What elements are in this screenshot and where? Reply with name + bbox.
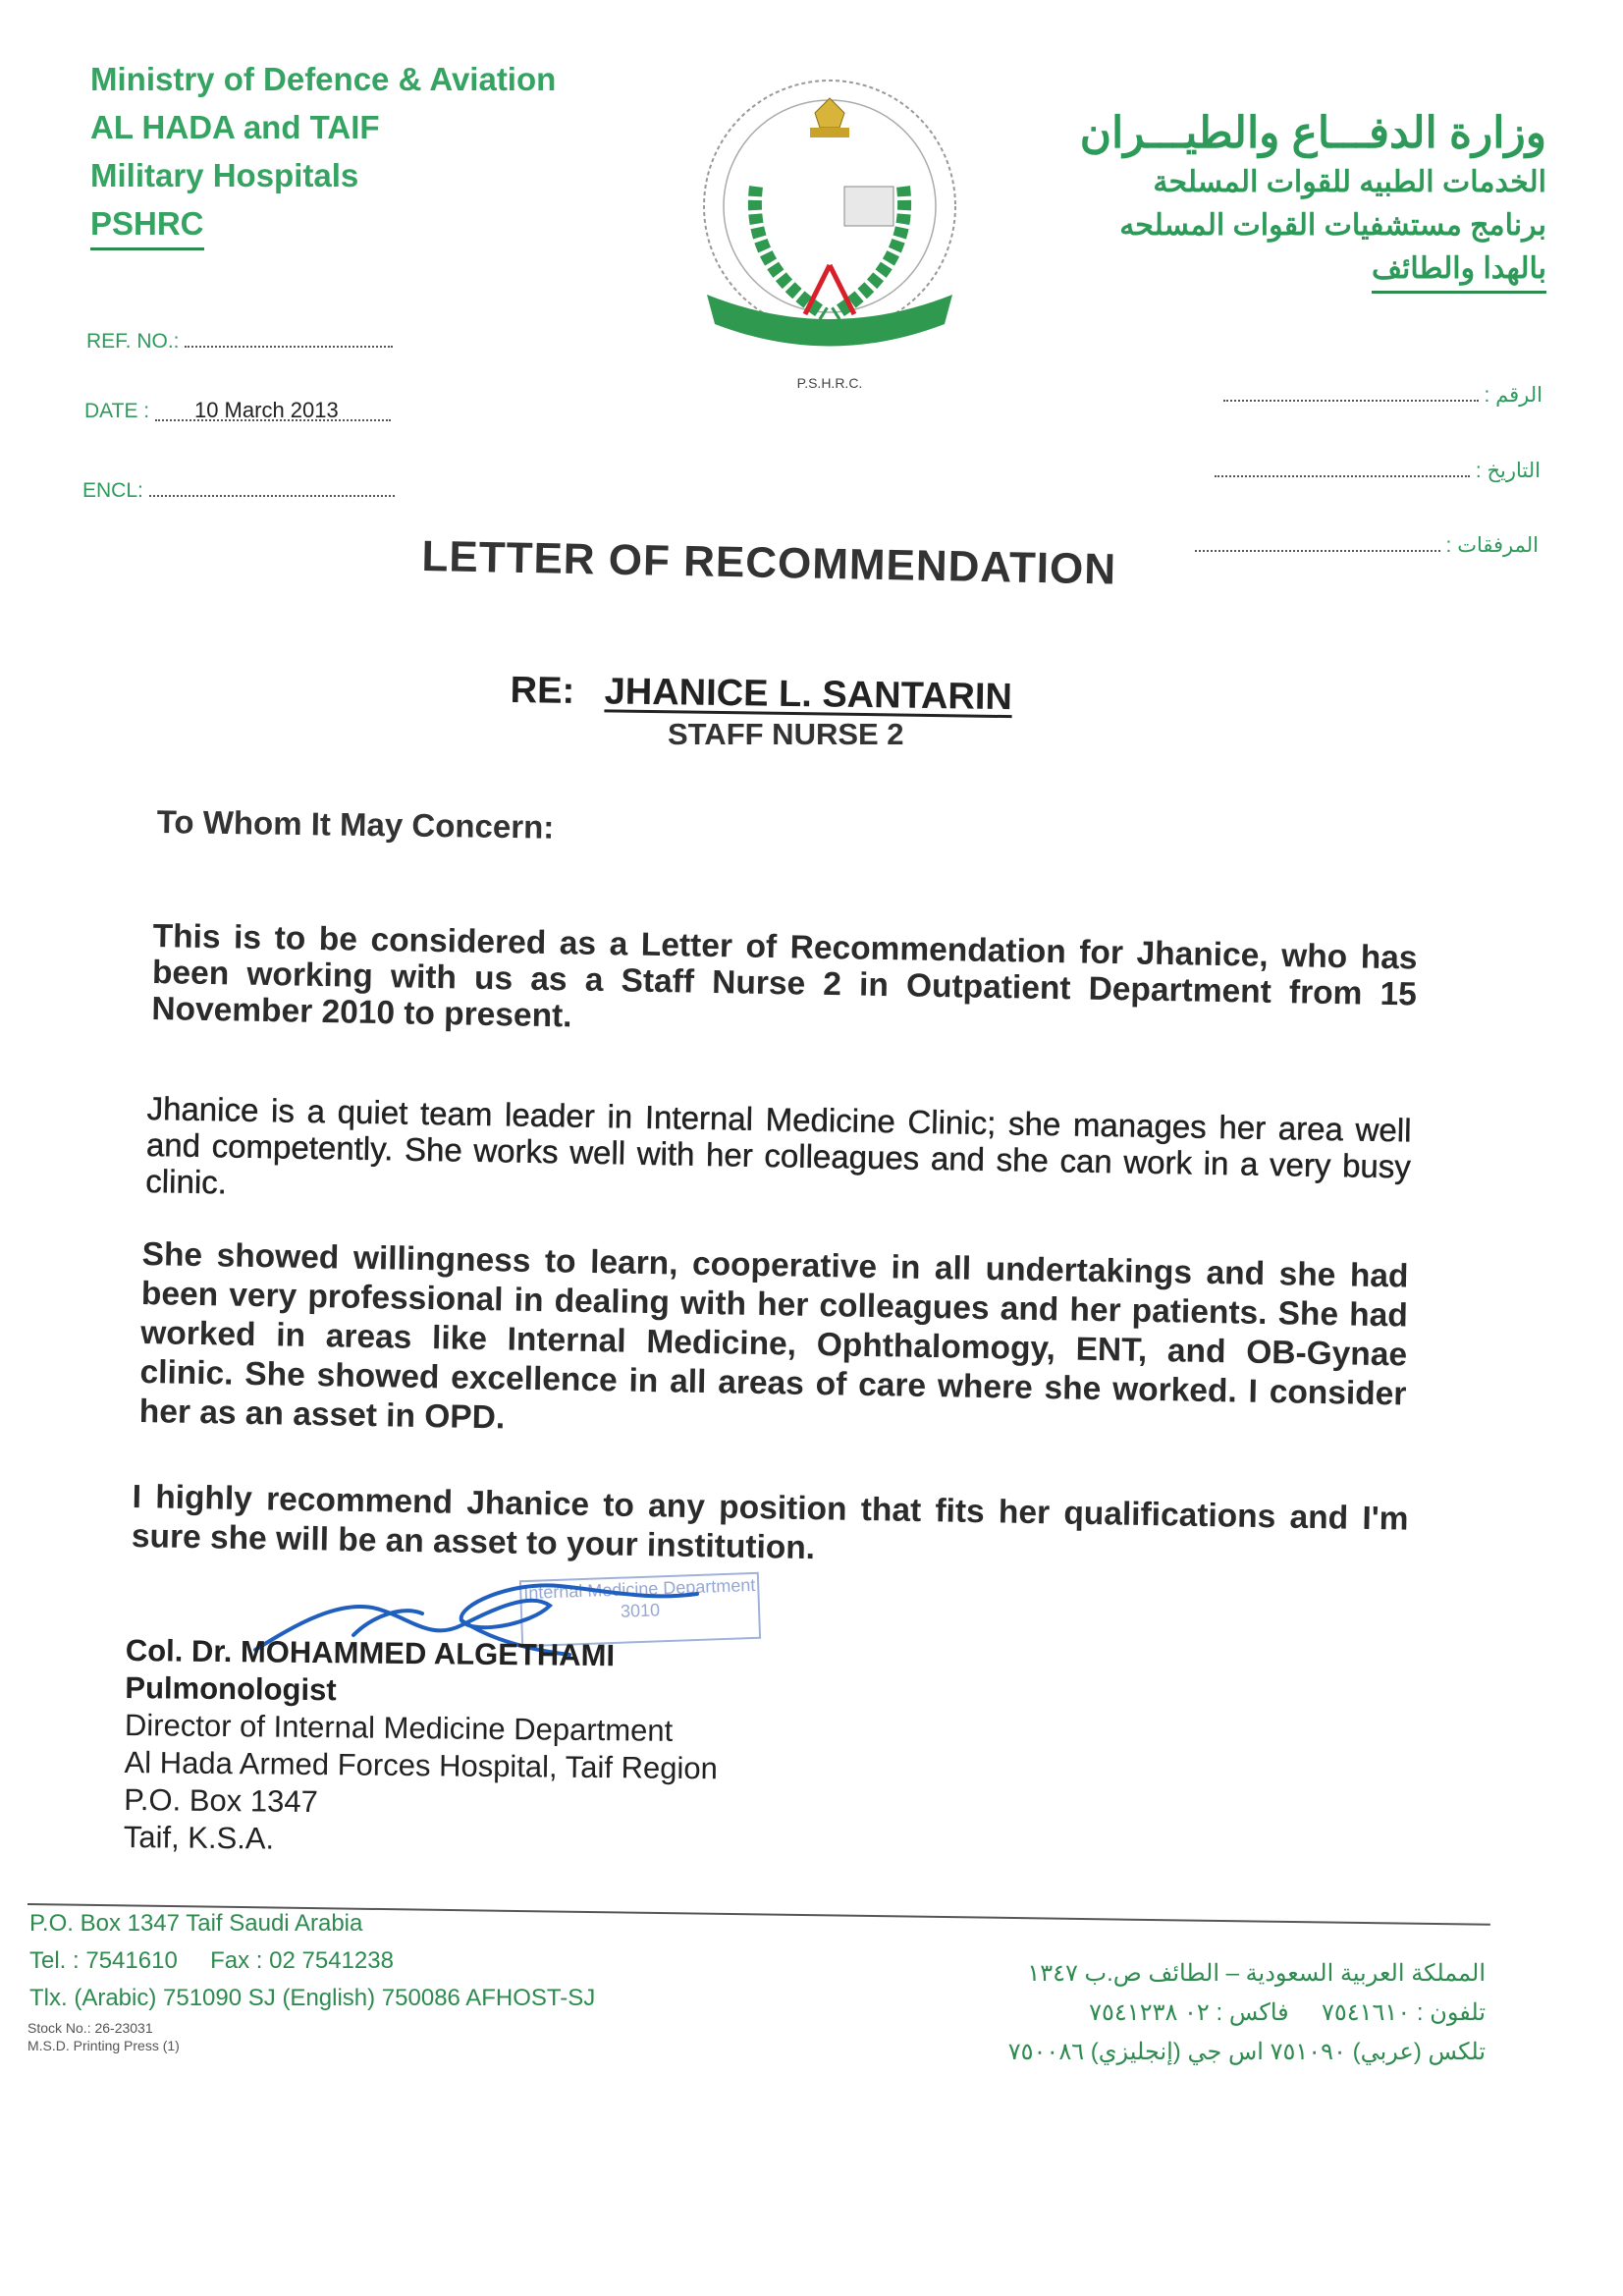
footer-english	[29, 1905, 595, 2017]
stamp-department: Internal Medicine Department	[522, 1574, 756, 1604]
signatory-name: Col. Dr. MOHAMMED ALGETHAMI	[125, 1633, 616, 1673]
date-value: 10 March 2013	[193, 398, 339, 422]
arabic-program-name: برنامج مستشفيات القوات المسلحه	[1119, 209, 1546, 242]
ref-no-field	[86, 324, 393, 354]
footer-print-info	[27, 2019, 180, 2054]
footer-stock-no: Stock No.: 26-23031	[27, 2020, 153, 2036]
signatory-hospital: Al Hada Armed Forces Hospital, Taif Region	[124, 1744, 718, 1786]
arabic-encl-field	[1195, 528, 1539, 558]
arabic-location: بالهدا والطائف	[1372, 247, 1546, 294]
letter-title: LETTER OF RECOMMENDATION	[421, 532, 1117, 594]
encl-field	[82, 473, 395, 503]
hospital-type: Military Hospitals	[90, 157, 359, 193]
footer-arabic-tel-fax: تلفون : ٧٥٤١٦١٠ فاكس : ٠٢ ٧٥٤١٢٣٨	[1089, 1999, 1486, 2026]
ministry-name: Ministry of Defence & Aviation	[90, 61, 557, 97]
footer-arabic-telex: تلكس (عربي) ٧٥١٠٩٠ اس جي (إنجليزي) ٧٥٠٠٨٦	[1007, 2039, 1486, 2065]
pshrc-emblem	[687, 69, 972, 403]
program-abbrev: PSHRC	[90, 199, 204, 250]
ref-no-label: REF. NO.:	[86, 330, 180, 353]
footer-tel-fax: Tel. : 7541610 Fax : 02 7541238	[29, 1947, 394, 1974]
paragraph-4: I highly recommend Jhanice to any position that fits her qualifications and I'm sure she will be an asset to your institution.	[131, 1478, 1409, 1567]
encl-label: ENCL:	[82, 479, 143, 502]
signatory-city: Taif, K.S.A.	[123, 1819, 275, 1856]
date-label: DATE :	[84, 400, 150, 422]
arabic-ministry-name: وزارة الدفـــاع والطيـــران	[1079, 109, 1546, 157]
re-label: RE:	[510, 670, 575, 712]
footer-telex: Tlx. (Arabic) 751090 SJ (English) 750086 AFHOST-SJ	[29, 1985, 596, 2011]
hospital-name: AL HADA and TAIF	[90, 109, 380, 145]
arabic-date-field	[1215, 454, 1541, 483]
stamp-number: 3010	[620, 1600, 661, 1621]
re-name: JHANICE L. SANTARIN	[604, 671, 1013, 719]
paragraph-2: Jhanice is a quiet team leader in Internal Medicine Clinic; she manages her area well and competently. She works well with her colleagues and she can work in a very busy clinic.	[145, 1090, 1412, 1201]
header-arabic	[1080, 106, 1546, 294]
date-field	[84, 398, 391, 423]
header-english	[90, 55, 556, 250]
signatory-specialty: Pulmonologist	[125, 1669, 337, 1708]
arabic-ref-field	[1223, 378, 1542, 408]
footer-printing-press: M.S.D. Printing Press (1)	[27, 2038, 180, 2053]
footer-arabic	[1008, 1954, 1486, 2072]
paragraph-3: She showed willingness to learn, cooperative in all undertakings and she had been very professional in dealing with her colleagues and her patients. She had worked in areas like Internal Medicine, Ophthalomogy, ENT, and OB-Gynae clinic. She showed excellence in all areas of care where she worked. I consider her as an asset in OPD.	[138, 1235, 1409, 1437]
signatory-pobox: P.O. Box 1347	[124, 1781, 319, 1820]
salutation: To Whom It May Concern:	[156, 803, 555, 846]
signatory-title: Director of Internal Medicine Department	[124, 1707, 674, 1748]
paragraph-1: This is to be considered as a Letter of Recommendation for Jhanice, who has been working with us as a Staff Nurse 2 in Outpatient Department from 15 November 2010 to present.	[151, 918, 1418, 1035]
footer-address: P.O. Box 1347 Taif Saudi Arabia	[29, 1910, 363, 1937]
emblem-icon	[687, 69, 972, 403]
arabic-encl-label: المرفقات :	[1445, 534, 1539, 557]
arabic-ref-label: الرقم :	[1484, 384, 1542, 407]
emblem-caption: P.S.H.R.C.	[796, 375, 863, 391]
footer-arabic-address: المملكة العربية السعودية – الطائف ص.ب ١٣٤٧	[1027, 1960, 1486, 1987]
position-title: STAFF NURSE 2	[668, 717, 904, 751]
re-line	[510, 670, 1012, 719]
arabic-date-label: التاريخ :	[1475, 460, 1541, 482]
signature-block	[124, 1632, 720, 1862]
arabic-medical-services: الخدمات الطبيه للقوات المسلحة	[1153, 166, 1546, 198]
